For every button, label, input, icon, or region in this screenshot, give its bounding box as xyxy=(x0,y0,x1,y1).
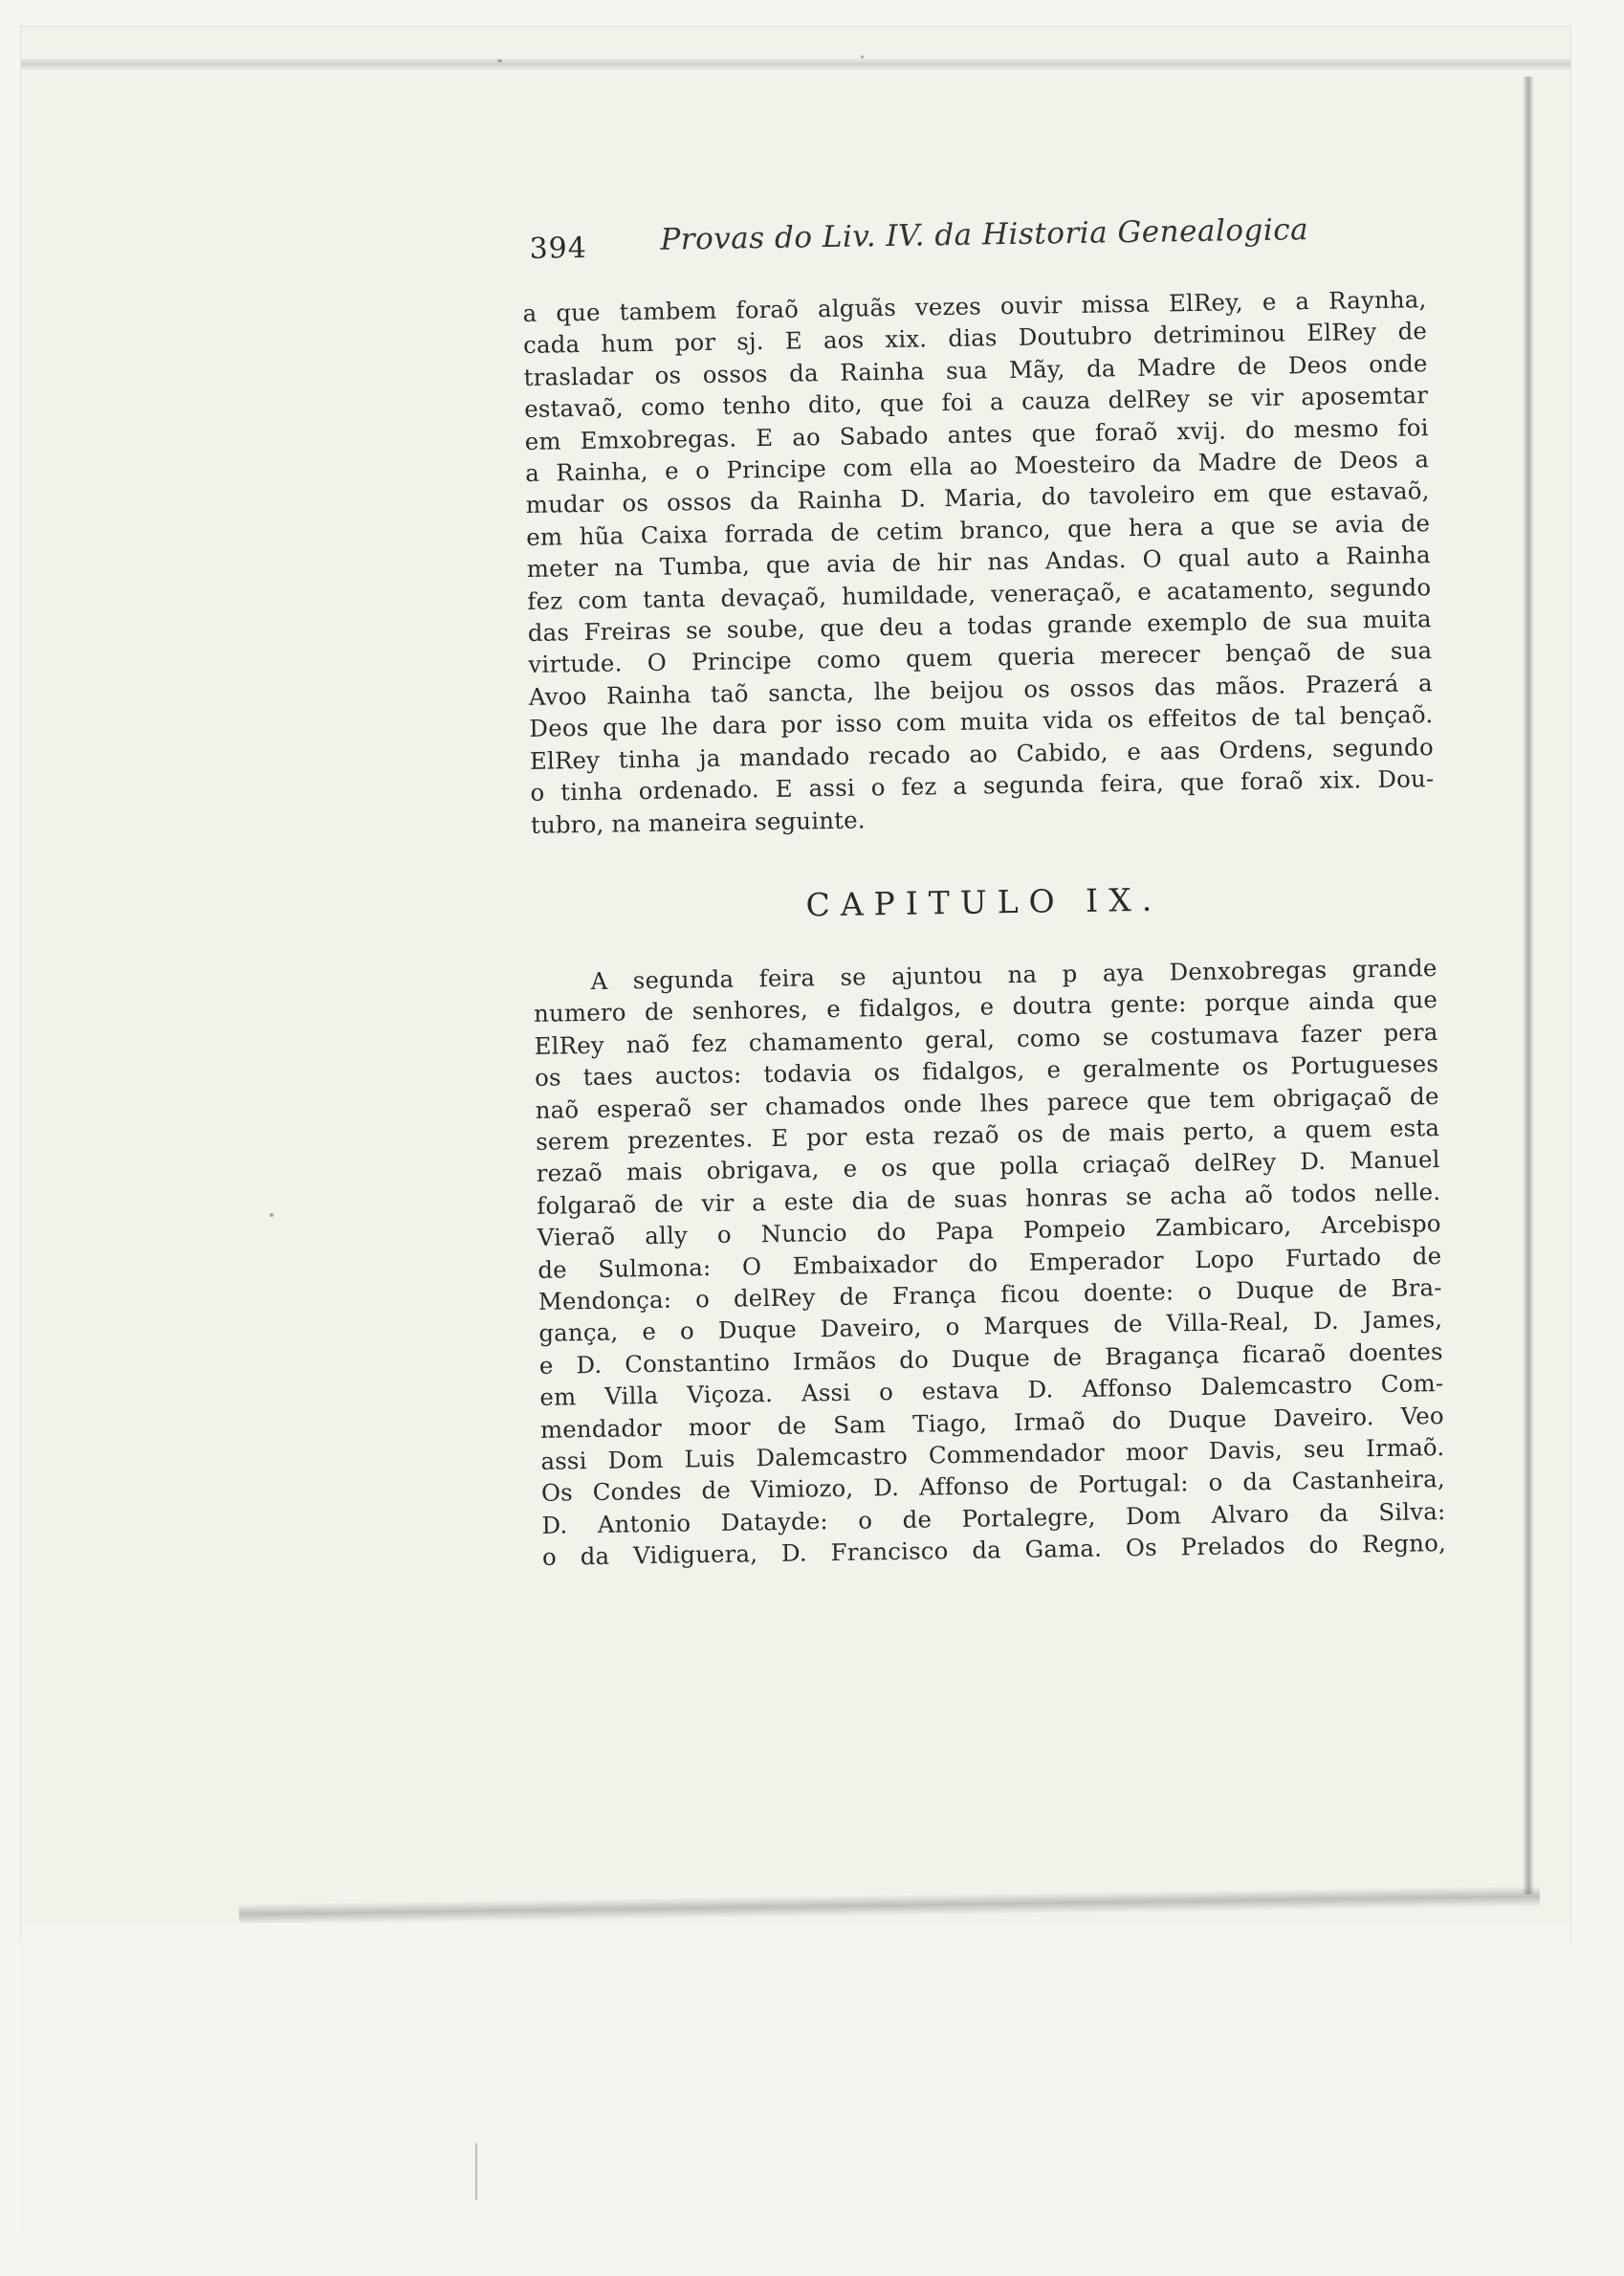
text-line: ElRey naõ fez chamamento geral, como se costumava fazer pera xyxy=(534,1017,1438,1060)
text-line: tubro, na maneira seguinte. xyxy=(530,805,866,839)
text-line: mendador moor de Sam Tiago, Irmaõ do Duque Daveiro. Veo xyxy=(539,1401,1445,1444)
text-line: numero de senhores, e fidalgos, e doutra gente: porque ainda que xyxy=(533,985,1438,1028)
text-line: e D. Constantino Irmãos do Duque de Bragança ficaraõ doentes xyxy=(538,1337,1443,1380)
text-line: rezaõ mais obrigava, e os que polla criaçaõ delRey D. Manuel xyxy=(536,1145,1440,1188)
scan-speck xyxy=(270,1213,274,1217)
text-line: A segunda feira se ajuntou na p aya Denxobregas grande xyxy=(590,953,1437,995)
text-line: gança, e o Duque Daveiro, o Marques de Villa-Real, D. James, xyxy=(538,1305,1443,1348)
text-line: estavaõ, como tenho dito, que foi a cauza delRey se vir aposemtar xyxy=(523,381,1429,424)
paragraph-2 xyxy=(533,952,1446,1573)
underlying-sheet xyxy=(21,1923,1570,2239)
text-line: folgaraõ de vir a este dia de suas honras se acha aõ todos nelle. xyxy=(537,1177,1441,1220)
text-line: Mendonça: o delRey de França ficou doente: o Duque de Bra- xyxy=(538,1272,1442,1315)
text-line: meter na Tumba, que avia de hir nas Andas. O qual auto a Rainha xyxy=(526,541,1431,584)
paragraph-1 xyxy=(522,283,1435,841)
text-line: o da Vidiguera, D. Francisco da Gama. Os Prelados do Regno, xyxy=(541,1529,1447,1572)
text-line: Os Condes de Vimiozo, D. Affonso de Portugal: o da Castanheira, xyxy=(540,1465,1446,1508)
text-line: fez com tanta devaçaõ, humildade, veneraçaõ, e acatamento, segundo xyxy=(527,572,1432,615)
text-line: Avoo Rainha taõ sancta, lhe beijou os ossos das mãos. Prazerá a xyxy=(528,668,1434,711)
right-edge-shadow xyxy=(1523,77,1534,1894)
text-line: os taes auctos: todavia os fidalgos, e geralmente os Portugueses xyxy=(534,1050,1439,1093)
text-line: D. Antonio Datayde: o de Portalegre, Dom Alvaro da Silva: xyxy=(541,1496,1446,1539)
text-line: naõ esperaõ ser chamados onde lhes parece que tem obrigaçaõ de xyxy=(535,1081,1439,1124)
text-line: em Emxobregas. E ao Sabado antes que foraõ xvij. do mesmo foi xyxy=(524,412,1429,455)
text-line: cada hum por sj. E aos xix. dias Doutubro detriminou ElRey de xyxy=(522,317,1428,360)
text-line: Vieraõ ally o Nuncio do Papa Pompeio Zambicaro, Arcebispo xyxy=(537,1209,1441,1252)
scan-speck xyxy=(861,55,864,58)
page-number: 394 xyxy=(529,231,588,266)
text-line: em hũa Caixa forrada de cetim branco, que hera a que se avia de xyxy=(526,508,1431,551)
text-line: serem prezentes. E por esta rezaõ os de mais perto, a quem esta xyxy=(535,1113,1440,1156)
text-line: virtude. O Principe como quem queria merecer bençaõ de sua xyxy=(528,636,1433,679)
text-line: Deos que lhe dara por isso com muita vida os effeitos de tal bençaõ. xyxy=(529,700,1434,743)
chapter-heading: CAPITULO IX. xyxy=(805,880,1163,924)
text-line: a Rainha, e o Principe com ella ao Moesteiro da Madre de Deos a xyxy=(525,445,1430,487)
text-line: o tinha ordenado. E assi o fez a segunda feira, que foraõ xix. Dou- xyxy=(530,764,1435,807)
scan-speck xyxy=(497,59,502,62)
scan-speck xyxy=(475,2143,477,2200)
text-line: a que tambem foraõ alguãs vezes ouvir missa ElRey, e a Raynha, xyxy=(522,285,1427,327)
text-line: em Villa Viçoza. Assi o estava D. Affonso Dalemcastro Com- xyxy=(539,1369,1444,1412)
text-line: trasladar os ossos da Rainha sua Mãy, da Madre de Deos onde xyxy=(523,348,1428,391)
book-page xyxy=(521,201,1446,1573)
text-line: de Sulmona: O Embaixador do Emperador Lopo Furtado de xyxy=(538,1241,1442,1284)
text-line: mudar os ossos da Rainha D. Maria, do tavoleiro em que estavaõ, xyxy=(525,476,1430,519)
text-line: ElRey tinha ja mandado recado ao Cabido, e aas Ordens, segundo xyxy=(529,732,1435,775)
text-line: assi Dom Luis Dalemcastro Commendador moor Davis, seu Irmaõ. xyxy=(540,1432,1445,1475)
text-line: das Freiras se soube, que deu a todas grande exemplo de sua muita xyxy=(527,605,1432,648)
running-title: Provas do Liv. IV. da Historia Genealogica xyxy=(660,212,1309,257)
top-fold-shadow xyxy=(21,57,1570,71)
